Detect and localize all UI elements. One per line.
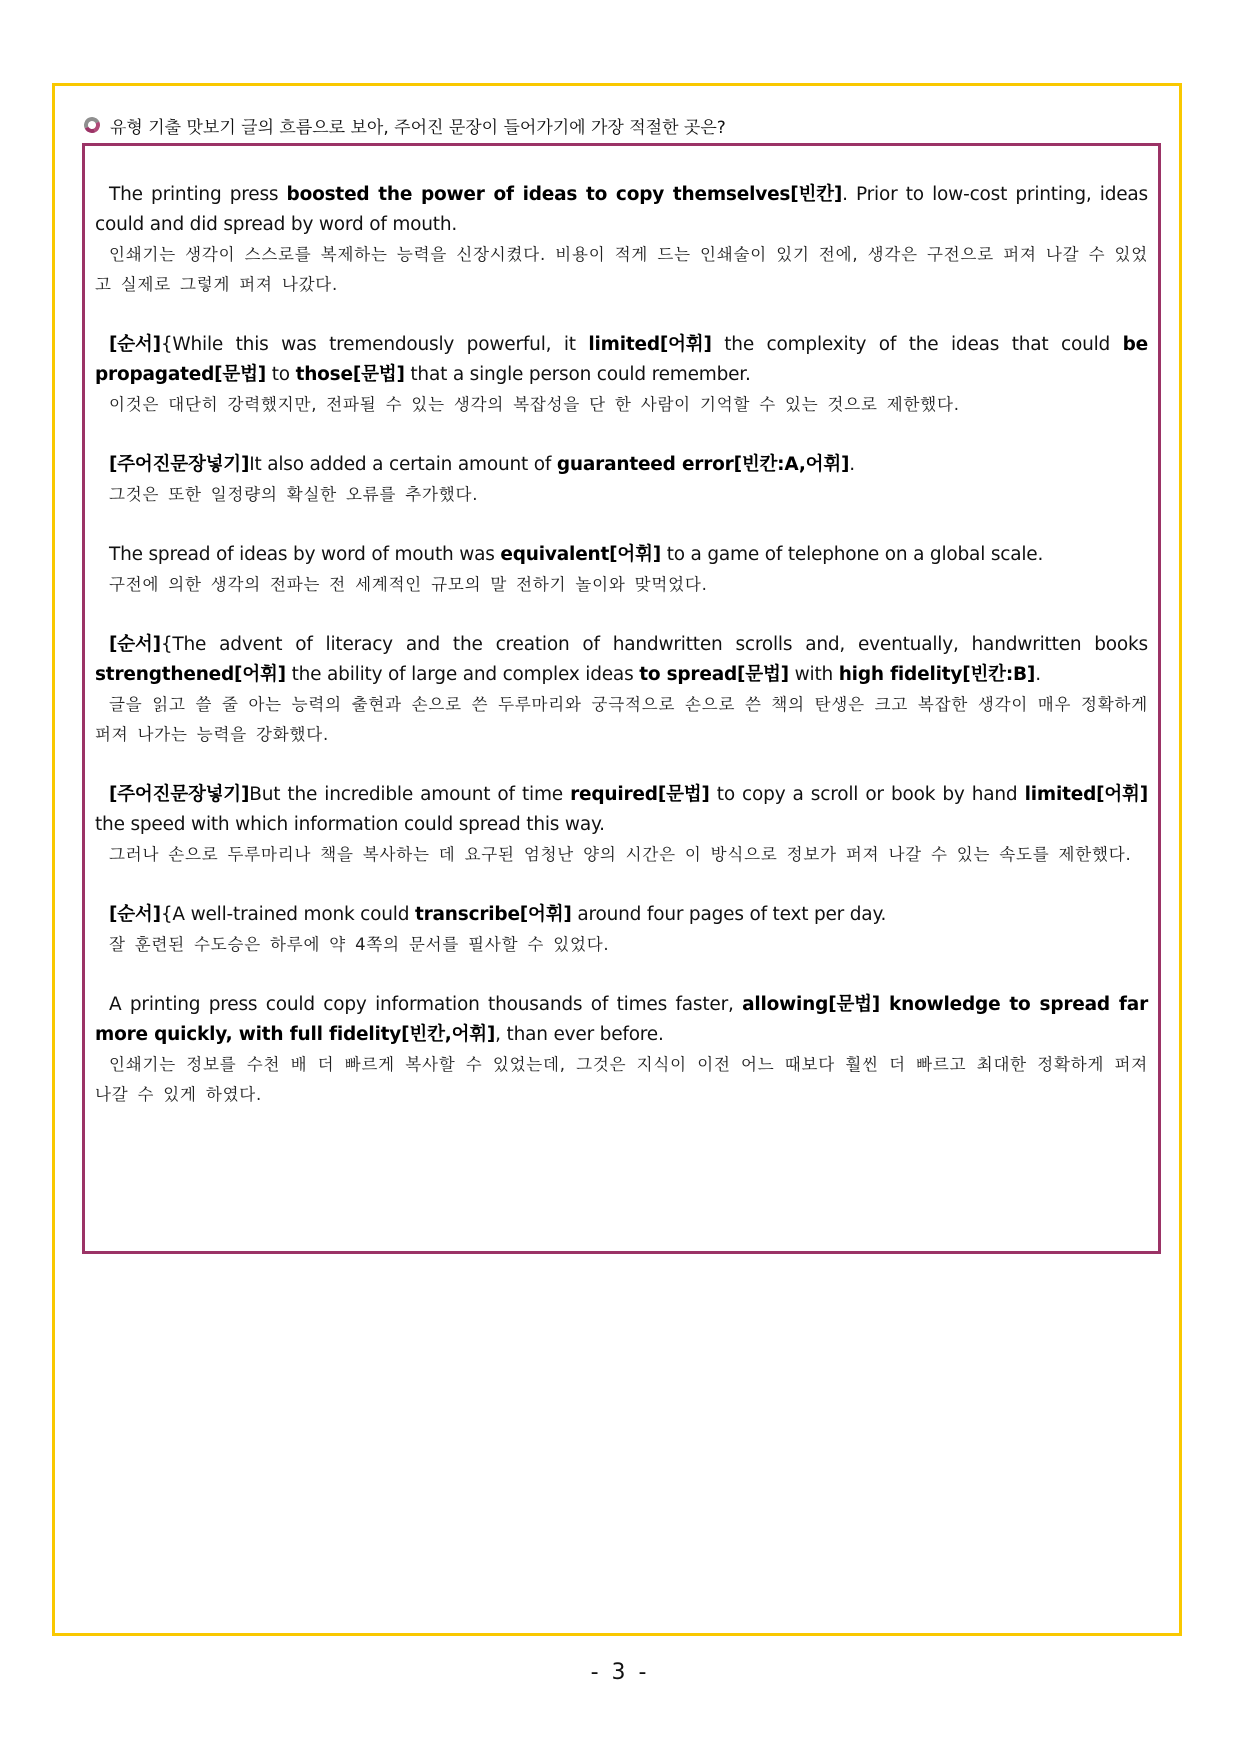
highlighted-phrase: [주어진문장넣기] bbox=[109, 784, 250, 805]
passage-paragraph bbox=[95, 630, 1148, 750]
highlighted-phrase: limited[어휘] bbox=[588, 334, 712, 355]
ring-bullet-icon bbox=[82, 115, 103, 136]
highlighted-phrase: [순서] bbox=[109, 634, 161, 655]
passage-paragraph bbox=[95, 180, 1148, 300]
sentence-text: to copy a scroll or book by hand bbox=[709, 784, 1025, 805]
highlighted-phrase: required[문법] bbox=[570, 784, 710, 805]
highlighted-phrase: [순서] bbox=[109, 334, 161, 355]
page-number: - 3 - bbox=[590, 1660, 650, 1685]
english-sentence bbox=[95, 900, 1148, 930]
question-heading bbox=[84, 112, 726, 138]
sentence-text: {A well-trained monk could bbox=[160, 904, 415, 925]
highlighted-phrase: equivalent[어휘] bbox=[500, 544, 662, 565]
sentence-text: The spread of ideas by word of mouth was bbox=[109, 544, 501, 565]
sentence-text: . bbox=[1035, 664, 1041, 685]
sentence-text: around four pages of text per day. bbox=[571, 904, 887, 925]
highlighted-phrase: [순서] bbox=[109, 904, 161, 925]
sentence-text: , than ever before. bbox=[495, 1024, 664, 1045]
korean-translation: 인쇄기는 정보를 수천 배 더 빠르게 복사할 수 있었는데, 그것은 지식이 이전 어느 때보다 훨씬 더 빠르고 최대한 정확하게 퍼져 나갈 수 있게 하였다. bbox=[95, 1055, 1148, 1104]
highlighted-phrase: [주어진문장넣기] bbox=[109, 454, 250, 475]
passage-paragraph bbox=[95, 900, 1148, 960]
sentence-text: the speed with which information could spread this way. bbox=[95, 814, 605, 835]
highlighted-phrase: transcribe[어휘] bbox=[414, 904, 572, 925]
sentence-text: to a game of telephone on a global scale. bbox=[661, 544, 1044, 565]
sentence-text: A printing press could copy information thousands of times faster, bbox=[109, 994, 743, 1015]
english-sentence bbox=[95, 780, 1148, 840]
passage-paragraph bbox=[95, 780, 1148, 870]
korean-translation: 구전에 의한 생각의 전파는 전 세계적인 규모의 말 전하기 놀이와 맞먹었다. bbox=[109, 575, 708, 594]
english-sentence bbox=[95, 990, 1148, 1050]
sentence-text: to bbox=[266, 364, 296, 385]
passage-paragraph bbox=[95, 990, 1148, 1110]
sentence-text: the ability of large and complex ideas bbox=[285, 664, 640, 685]
english-sentence bbox=[95, 180, 1148, 240]
english-sentence bbox=[95, 330, 1148, 390]
english-sentence bbox=[95, 450, 1148, 480]
sentence-text: {While this was tremendously powerful, it bbox=[160, 334, 589, 355]
highlighted-phrase: to spread[문법] bbox=[639, 664, 789, 685]
korean-translation: 그것은 또한 일정량의 확실한 오류를 추가했다. bbox=[109, 485, 479, 504]
highlighted-phrase: be propagated[문법] bbox=[95, 334, 1148, 385]
sentence-text: It also added a certain amount of bbox=[249, 454, 557, 475]
sentence-text: that a single person could remember. bbox=[404, 364, 751, 385]
highlighted-phrase: guaranteed error[빈칸:A,어휘] bbox=[556, 454, 850, 475]
korean-translation: 글을 읽고 쓸 줄 아는 능력의 출현과 손으로 쓴 두루마리와 궁극적으로 손으로 쓴 책의 탄생은 크고 복잡한 생각이 매우 정확하게 퍼져 나가는 능력을 강화했다. bbox=[95, 695, 1148, 744]
sentence-text: the complexity of the ideas that could bbox=[711, 334, 1123, 355]
english-sentence bbox=[95, 630, 1148, 690]
sentence-text: {The advent of literacy and the creation of handwritten scrolls and, eventually, handwritten books bbox=[160, 634, 1148, 655]
passage-paragraph bbox=[95, 450, 1148, 510]
sentence-text: with bbox=[788, 664, 839, 685]
highlighted-phrase: boosted the power of ideas to copy themselves[빈칸] bbox=[286, 184, 843, 205]
passage-paragraph bbox=[95, 330, 1148, 420]
korean-translation: 그러나 손으로 두루마리나 책을 복사하는 데 요구된 엄청난 양의 시간은 이 방식으로 정보가 퍼져 나갈 수 있는 속도를 제한했다. bbox=[109, 845, 1132, 864]
passage-box bbox=[82, 143, 1161, 1254]
english-sentence bbox=[95, 540, 1148, 570]
sentence-text: . bbox=[849, 454, 855, 475]
highlighted-phrase: high fidelity[빈칸:B] bbox=[838, 664, 1036, 685]
sentence-text: But the incredible amount of time bbox=[249, 784, 571, 805]
question-heading-text: 유형 기출 맛보기 글의 흐름으로 보아, 주어진 문장이 들어가기에 가장 적절한 곳은? bbox=[110, 117, 726, 138]
highlighted-phrase: those[문법] bbox=[295, 364, 405, 385]
highlighted-phrase: allowing[문법] knowledge to spread far more quickly, with full fidelity[빈칸,어휘] bbox=[95, 994, 1148, 1045]
korean-translation: 이것은 대단히 강력했지만, 전파될 수 있는 생각의 복잡성을 단 한 사람이 기억할 수 있는 것으로 제한했다. bbox=[109, 395, 960, 414]
highlighted-phrase: limited[어휘] bbox=[1024, 784, 1148, 805]
passage-paragraph bbox=[95, 540, 1148, 600]
korean-translation: 잘 훈련된 수도승은 하루에 약 4쪽의 문서를 필사할 수 있었다. bbox=[109, 935, 610, 954]
korean-translation: 인쇄기는 생각이 스스로를 복제하는 능력을 신장시켰다. 비용이 적게 드는 인쇄술이 있기 전에, 생각은 구전으로 퍼져 나갈 수 있었고 실제로 그렇게 퍼져 나갔다. bbox=[95, 245, 1148, 294]
sentence-text: . Prior to low-cost printing, ideas could and did spread by word of mouth. bbox=[95, 184, 1148, 235]
highlighted-phrase: strengthened[어휘] bbox=[95, 664, 286, 685]
sentence-text: The printing press bbox=[109, 184, 287, 205]
